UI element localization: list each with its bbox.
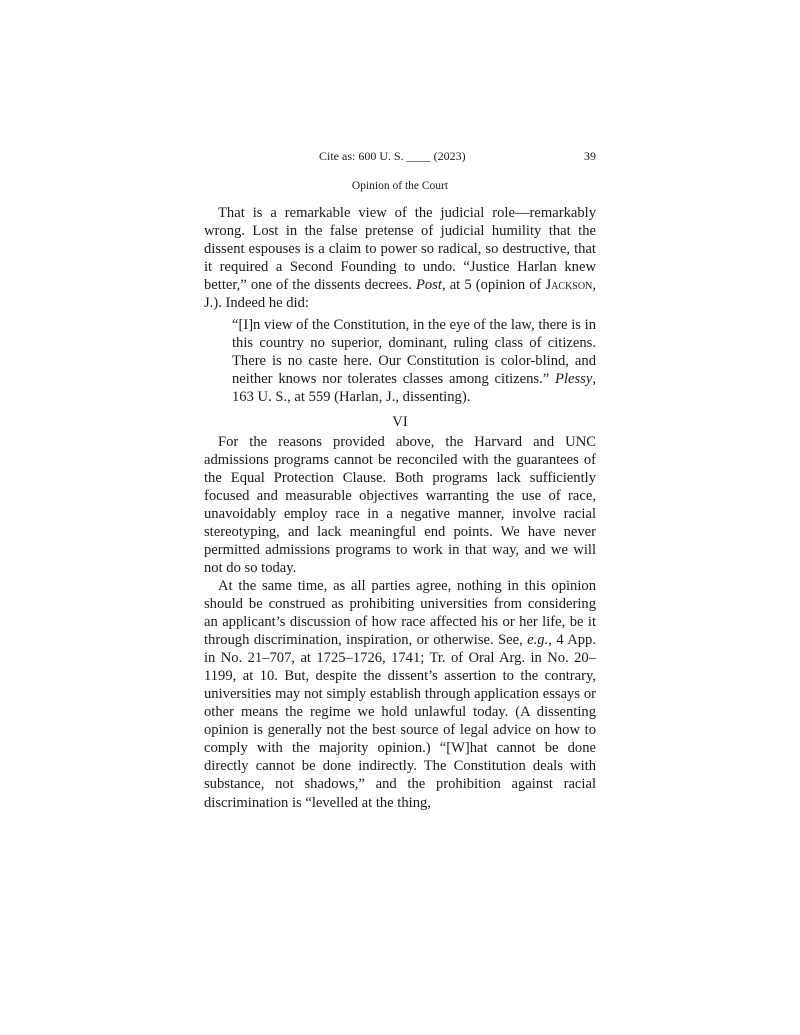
citation-header: Cite as: 600 U. S. ____ (2023) <box>319 149 466 163</box>
page-header <box>204 149 596 165</box>
paragraph-text: , J.). Indeed he did: <box>204 277 596 312</box>
case-name: Plessy <box>555 371 593 388</box>
running-head: Opinion of the Court <box>351 180 449 192</box>
paragraph-text: , 4 App. in No. 21–707, at 1725–1726, 1741; Tr. of Oral Arg. in No. 20–1199, at 10. But, despite the dissent’s assertion to the contrary, universities may not simply establish through application essays or other means the regime we hold unlawful today. (A dissenting opinion is generally not the best source of legal advice on how to comply with the majority opinion.) “[W]hat cannot be done directly cannot be done indirectly. The Constitution deals with substance, not shadows,” and the prohibition against racial discrimination is “levelled at the thing, <box>204 632 596 811</box>
paragraph-text: That is a remarkable view of the judicial role—remarkably wrong. Lost in the false pretense of judicial humility that the dissent espouses is a claim to power so radical, so destructive, that it required a Second Founding to undo. “Justice Harlan knew better,” one of the dissents decrees. <box>204 205 596 294</box>
page-number: 39 <box>584 149 596 163</box>
quote-citation: , 163 U. S., at 559 (Harlan, J., dissenting). <box>232 371 596 406</box>
paragraph-judicial-role <box>204 204 596 312</box>
section-heading: VI <box>392 413 408 430</box>
opinion-body <box>204 204 596 812</box>
paragraph-conclusion: For the reasons provided above, the Harvard and UNC admissions programs cannot be reconciled with the guarantees of the Equal Protection Clause. Both programs lack sufficiently focused and measurable objectives warranting the use of race, unavoidably employ race in a negative manner, involve racial stereotyping, and lack meaningful end points. We have never permitted admissions programs to work in that way, and we will not do so today. <box>204 433 596 576</box>
block-quote <box>232 316 596 406</box>
post-citation: Post <box>416 277 442 294</box>
paragraph-essays <box>204 577 596 812</box>
quote-text: “[I]n view of the Constitution, in the eye of the law, there is in this country no superior, dominant, ruling class of citizens. There is no caste here. Our Constitution is color-blind, and neither knows nor tolerates classes among citizens.” <box>232 317 596 388</box>
paragraph-text: At the same time, as all parties agree, nothing in this opinion should be construed as prohibiting universities from considering an applicant’s discussion of how race affected his or her life, be it through discrimination, inspiration, or otherwise. See, <box>204 577 596 649</box>
justice-name: Jackson <box>545 277 593 294</box>
eg-abbreviation: e.g. <box>527 632 549 649</box>
paragraph-text: , at 5 (opinion of <box>441 277 546 294</box>
